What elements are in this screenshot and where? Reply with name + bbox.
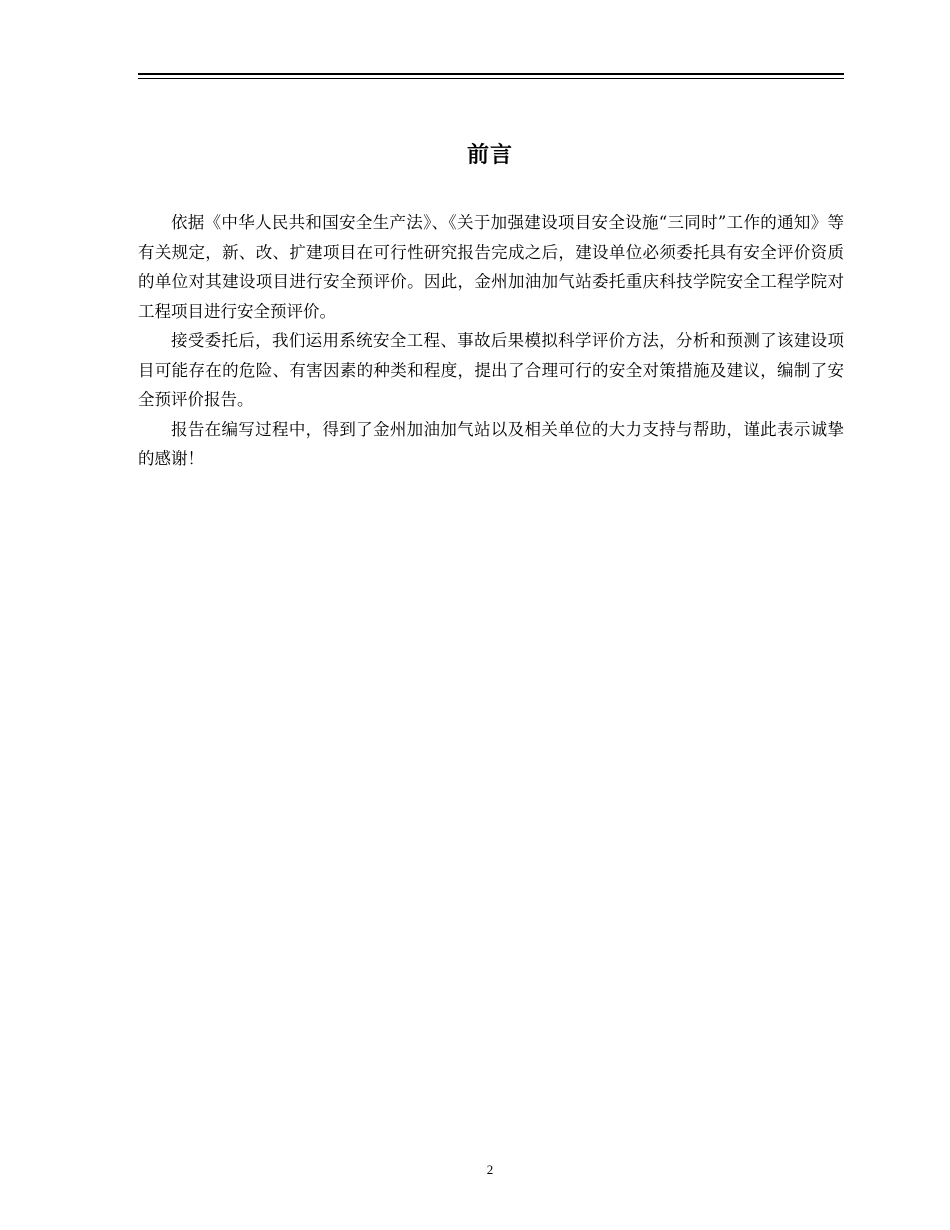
page-number: 2 (486, 1162, 494, 1177)
paragraph-method: 接受委托后，我们运用系统安全工程、事故后果模拟科学评价方法，分析和预测了该建设项目可能存在的危险、有害因素的种类和程度，提出了合理可行的安全对策措施及建议，编制了安全预评价报告。 (138, 331, 844, 409)
paragraph-basis: 依据《中华人民共和国安全生产法》、《关于加强建设项目安全设施“三同时”工作的通知》等有关规定，新、改、扩建项目在可行性研究报告完成之后，建设单位必须委托具有安全评价资质的单位对其建设项目进行安全预评价。因此，金州加油加气站委托重庆科技学院安全工程学院对工程项目进行安全预评价。 (138, 213, 844, 321)
header-rule-bottom (138, 78, 844, 79)
page-title: 前言 (466, 143, 513, 168)
header-rule-top (138, 73, 844, 75)
paragraph-thanks: 报告在编写过程中，得到了金州加油加气站以及相关单位的大力支持与帮助，谨此表示诚挚的感谢！ (138, 419, 844, 468)
body-text (138, 208, 844, 474)
